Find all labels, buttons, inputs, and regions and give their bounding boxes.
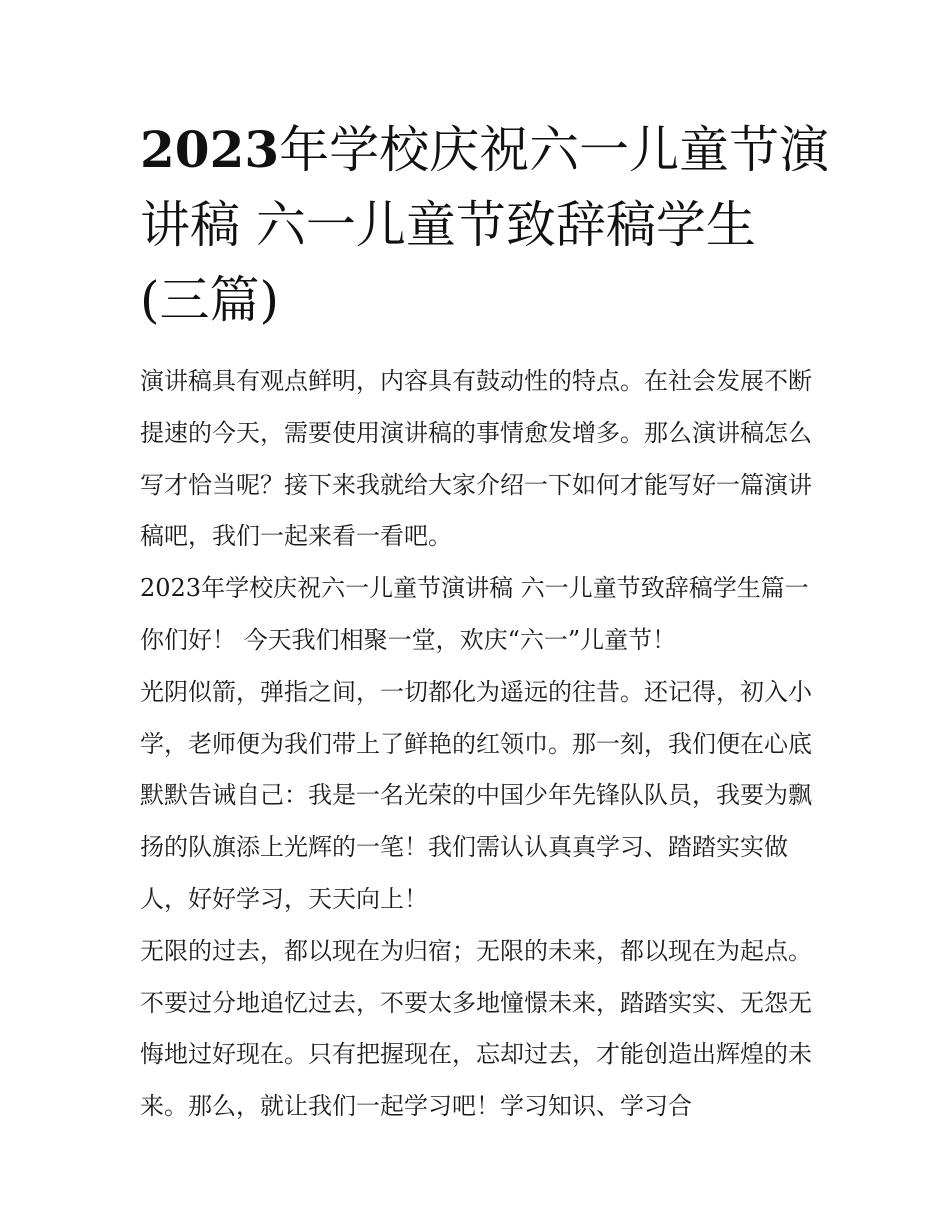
body-paragraph: 无限的过去，都以现在为归宿；无限的未来，都以现在为起点。不要过分地追忆过去，不要太多地憧憬未来，踏踏实实、无怨无悔地过好现在。只有把握现在，忘却过去，才能创造出辉煌的未来。那么，就让我们一起学习吧！学习知识、学习合: [140, 936, 812, 1121]
document-body: [140, 356, 815, 1133]
document-title: [140, 112, 830, 338]
section-heading-paragraph: 2023年学校庆祝六一儿童节演讲稿 六一儿童节致辞稿学生篇一 你们好！ 今天我们相聚一堂，欢庆“六一”儿童节！: [140, 574, 809, 654]
intro-paragraph: 演讲稿具有观点鲜明，内容具有鼓动性的特点。在社会发展不断提速的今天，需要使用演讲稿的事情愈发增多。那么演讲稿怎么写才恰当呢？接下来我就给大家介绍一下如何才能写好一篇演讲稿吧，我们一起来看一看吧。: [140, 367, 812, 551]
title-line3: (三篇): [140, 271, 280, 329]
title-line1-rest: 年学校庆祝六一儿童节演: [279, 121, 830, 179]
title-line2: 讲稿 六一儿童节致辞稿学生: [140, 196, 756, 254]
title-year: 2023: [140, 120, 280, 179]
body-paragraph: 光阴似箭，弹指之间，一切都化为遥远的往昔。还记得，初入小学，老师便为我们带上了鲜艳的红领巾。那一刻，我们便在心底默默告诫自己：我是一名光荣的中国少年先锋队队员，我要为飘扬的队旗添上光辉的一笔！我们需认认真真学习、踏踏实实做人，好好学习，天天向上！: [140, 677, 812, 913]
